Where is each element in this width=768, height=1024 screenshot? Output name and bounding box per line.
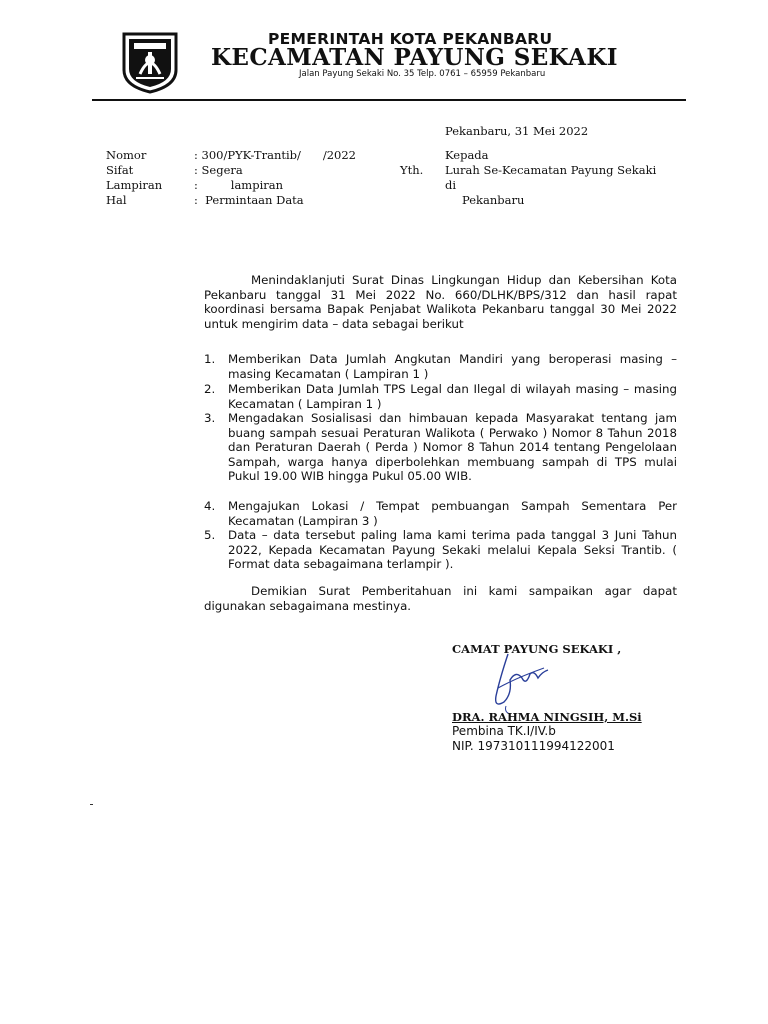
list-text: Mengajukan Lokasi / Tempat pembuangan Sampah Sementara Per Kecamatan (Lampiran 3 )	[228, 499, 677, 528]
meta-value: : Segera	[194, 163, 243, 177]
stray-mark	[90, 804, 93, 805]
list-text: Memberikan Data Jumlah TPS Legal dan Ilegal di wilayah masing – masing Kecamatan ( Lampiran 1 )	[228, 382, 677, 411]
list-text: Memberikan Data Jumlah Angkutan Mandiri yang beroperasi masing – masing Kecamatan ( Lampiran 1 )	[228, 352, 677, 381]
meta-value: : 300/PYK-Trantib/ /2022	[194, 148, 356, 162]
list-number: 1.	[204, 352, 216, 366]
district-name: KECAMATAN PAYUNG SEKAKI	[211, 44, 618, 71]
signatory-rank: Pembina TK.I/IV.b	[452, 724, 556, 738]
recipient-name: Lurah Se-Kecamatan Payung Sekaki	[445, 163, 657, 177]
list-item	[204, 352, 677, 382]
list-text: Data – data tersebut paling lama kami terima pada tanggal 3 Juni Tahun 2022, Kepada Kecamatan Payung Sekaki melalui Kepala Seksi Trantib. ( Format data sebagaimana terlampir ).	[228, 528, 677, 572]
meta-row	[106, 178, 406, 193]
list-number: 5.	[204, 528, 216, 542]
meta-value: : lampiran	[194, 178, 284, 192]
recipient-yth: Yth.	[400, 163, 424, 177]
list-item	[204, 528, 677, 572]
handwritten-signature	[486, 648, 566, 716]
office-address: Jalan Payung Sekaki No. 35 Telp. 0761 – 65959 Pekanbaru	[299, 69, 546, 79]
meta-label: Nomor	[106, 148, 147, 162]
meta-value: : Permintaan Data	[194, 193, 304, 207]
meta-row	[106, 163, 406, 178]
city-emblem	[118, 30, 182, 94]
intro-paragraph: Menindaklanjuti Surat Dinas Lingkungan Hidup dan Kebersihan Kota Pekanbaru tanggal 31 Mei 2022 No. 660/DLHK/BPS/312 dan hasil rapat koordinasi bersama Bapak Penjabat Walikota Pekanbaru tanggal 30 Mei 2022 untuk mengirim data – data sebagai berikut	[204, 273, 677, 331]
list-item	[204, 411, 677, 499]
header-divider	[92, 99, 686, 101]
signatory-title: CAMAT PAYUNG SEKAKI ,	[452, 642, 622, 656]
government-name: PEMERINTAH KOTA PEKANBARU	[268, 30, 553, 48]
list-item	[204, 382, 677, 411]
meta-label: Lampiran	[106, 178, 163, 192]
recipient-di: di	[445, 178, 457, 192]
signatory-name: DRA. RAHMA NINGSIH, M.Si	[452, 710, 642, 724]
closing-paragraph: Demikian Surat Pemberitahuan ini kami sampaikan agar dapat digunakan sebagaimana mestinya.	[204, 584, 677, 613]
letter-meta	[106, 148, 406, 208]
meta-row	[106, 193, 406, 208]
list-item	[204, 499, 677, 528]
place-date: Pekanbaru, 31 Mei 2022	[445, 124, 589, 138]
list-text: Mengadakan Sosialisasi dan himbauan kepada Masyarakat tentang jam buang sampah sesuai Peraturan Walikota ( Perwako ) Nomor 8 Tahun 2018 dan Peraturan Daerah ( Perda ) Nomor 8 Tahun 2014 tentang Pengelolaan Sampah, warga hanya diperbolehkan membuang sampah di TPS mulai Pukul 19.00 WIB hingga Pukul 05.00 WIB.	[228, 411, 677, 484]
request-list	[204, 352, 677, 572]
recipient-kepada: Kepada	[445, 148, 489, 162]
recipient-city: Pekanbaru	[462, 193, 525, 207]
meta-row	[106, 148, 406, 163]
list-number: 2.	[204, 382, 216, 396]
recipient-block	[445, 148, 656, 208]
meta-label: Hal	[106, 193, 127, 207]
signatory-nip: NIP. 197310111994122001	[452, 739, 615, 753]
list-number: 4.	[204, 499, 216, 513]
list-number: 3.	[204, 411, 216, 425]
meta-label: Sifat	[106, 163, 134, 177]
